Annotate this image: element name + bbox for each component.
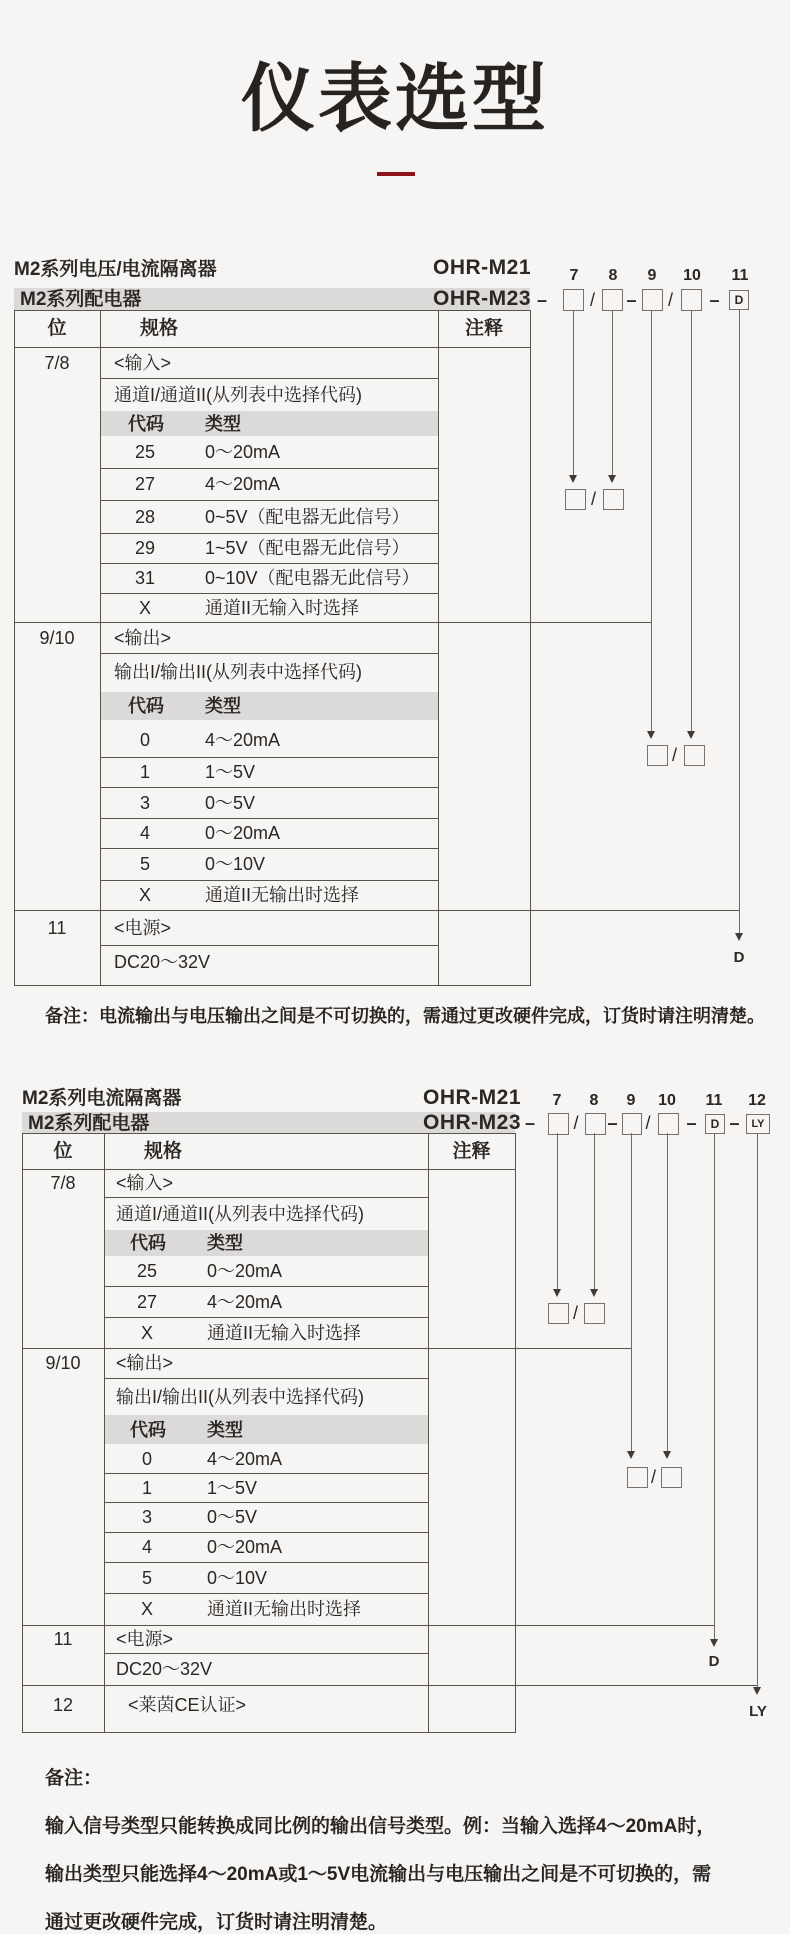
- slash-separator: /: [589, 289, 595, 310]
- code-cell: 31: [134, 568, 156, 588]
- code-cell: 3: [139, 792, 150, 813]
- code-cell: 4: [139, 823, 150, 843]
- code-placeholder-box: [585, 1113, 606, 1135]
- series-title: M2系列配电器: [20, 289, 142, 310]
- table-border: [515, 1685, 757, 1686]
- series-title: M2系列电压/电流隔离器: [14, 258, 217, 280]
- code-cell: 4: [141, 1537, 152, 1557]
- dash-separator: –: [536, 289, 547, 310]
- code-col-header: 代码: [130, 1233, 166, 1253]
- pos-cell: 7/8: [50, 1173, 76, 1193]
- code-placeholder-box: [584, 1303, 605, 1324]
- section-subtitle: 输出I/输出II(从列表中选择代码): [116, 1386, 364, 1407]
- series-title: M2系列配电器: [28, 1112, 150, 1134]
- digit-label: 8: [608, 267, 618, 284]
- code-cell: 0: [141, 1448, 152, 1469]
- code-cell: X: [140, 1599, 153, 1619]
- digit-label: 7: [552, 1092, 562, 1109]
- suffix-d-label: D: [708, 1652, 720, 1670]
- arrow-down-icon: [627, 1451, 635, 1459]
- code-cell: 5: [139, 854, 150, 874]
- digit-label: 10: [658, 1092, 676, 1109]
- type-cell: 0～20mA: [207, 1537, 283, 1557]
- table-border: [515, 1348, 631, 1349]
- code-col-header: 代码: [128, 696, 164, 716]
- type-cell: 0～20mA: [207, 1261, 283, 1281]
- type-cell: 通道II无输出时选择: [205, 885, 360, 905]
- code-placeholder-box: [548, 1113, 569, 1135]
- digit-label: 10: [683, 267, 701, 284]
- type-cell: 通道II无输入时选择: [207, 1322, 362, 1343]
- code-cell: 25: [136, 1261, 158, 1281]
- type-cell: 4～20mA: [207, 1448, 283, 1469]
- connector-line: [667, 1133, 668, 1451]
- type-cell: 通道II无输出时选择: [207, 1599, 362, 1619]
- code-placeholder-box: [622, 1113, 642, 1135]
- arrow-down-icon: [663, 1451, 671, 1459]
- table-border: [428, 1133, 429, 1732]
- type-cell: 4～20mA: [205, 474, 281, 494]
- table-border: [515, 1133, 516, 1732]
- code-placeholder-box: [627, 1467, 648, 1488]
- pos-cell: 9/10: [45, 1353, 81, 1373]
- section-title: <输入>: [116, 1173, 174, 1193]
- connector-line: [631, 1133, 632, 1451]
- slash-separator: /: [573, 1113, 579, 1133]
- section-title: <莱茵CE认证>: [128, 1695, 247, 1715]
- type-cell: 0～20mA: [205, 823, 281, 843]
- code-cell: 0: [139, 729, 150, 750]
- code-col-header: 代码: [130, 1419, 166, 1440]
- column-header-pos: 位: [47, 318, 67, 339]
- code-placeholder-box: [661, 1467, 682, 1488]
- code-cell: 5: [141, 1567, 152, 1588]
- type-cell: 1~5V（配电器无此信号）: [205, 538, 410, 558]
- connector-line: [714, 1133, 715, 1639]
- type-cell: 4～20mA: [205, 729, 281, 750]
- section-title: <输出>: [116, 1353, 174, 1373]
- slash-separator: /: [650, 1466, 656, 1487]
- code-col-header: 代码: [128, 413, 164, 434]
- section-title: <电源>: [114, 917, 172, 938]
- model-code: OHR-M23: [423, 1110, 522, 1134]
- suffix-d-box: D: [729, 290, 749, 310]
- type-col-header: 类型: [205, 696, 241, 716]
- type-cell: 0～5V: [205, 792, 256, 813]
- table-note: 备注：电流输出与电压输出之间是不可切换的，需通过更改硬件完成，订货时请注明清楚。: [45, 1006, 765, 1026]
- section-subtitle: 输出I/输出II(从列表中选择代码): [114, 661, 362, 682]
- digit-label: 11: [705, 1092, 723, 1109]
- column-header-note: 注释: [452, 1140, 491, 1162]
- connector-line: [594, 1133, 595, 1289]
- model-code: OHR-M21: [433, 255, 532, 279]
- table-border: [515, 1625, 714, 1626]
- dash-separator: –: [524, 1113, 535, 1133]
- column-header-note: 注释: [464, 318, 503, 339]
- type-col-header: 类型: [205, 413, 241, 434]
- code-cell: 25: [134, 442, 156, 462]
- section-subtitle: 通道I/通道II(从列表中选择代码): [114, 384, 362, 405]
- digit-label: 8: [589, 1092, 599, 1109]
- pos-cell: 11: [47, 917, 67, 938]
- arrow-down-icon: [590, 1289, 598, 1297]
- digit-label: 9: [647, 267, 657, 284]
- model-code: OHR-M21: [423, 1085, 522, 1109]
- type-cell: 1～5V: [205, 762, 256, 782]
- code-placeholder-box: [548, 1303, 569, 1324]
- section-title: <电源>: [116, 1629, 174, 1649]
- type-cell: 4～20mA: [207, 1291, 283, 1312]
- type-cell: 1～5V: [207, 1477, 258, 1498]
- section-subtitle: 通道I/通道II(从列表中选择代码): [116, 1203, 364, 1224]
- code-cell: X: [138, 597, 151, 618]
- section-title: <输出>: [114, 627, 172, 648]
- code-cell: 29: [134, 538, 156, 558]
- digit-label: 11: [731, 267, 749, 284]
- slash-separator: /: [667, 289, 673, 310]
- slash-separator: /: [572, 1302, 578, 1323]
- dash-separator: –: [709, 289, 720, 310]
- pos-cell: 12: [52, 1695, 74, 1715]
- column-header-spec: 规格: [144, 1140, 183, 1162]
- code-cell: 3: [141, 1507, 152, 1527]
- type-cell: 0～10V: [207, 1567, 268, 1588]
- code-cell: 1: [141, 1477, 152, 1498]
- type-cell: 通道II无输入时选择: [205, 597, 360, 618]
- suffix-ly-label: LY: [749, 1702, 767, 1720]
- series-title: M2系列电流隔离器: [22, 1087, 182, 1109]
- table-note-line: 备注：: [45, 1768, 103, 1789]
- code-cell: X: [140, 1322, 153, 1343]
- code-cell: 28: [134, 506, 156, 527]
- connector-line: [557, 1133, 558, 1289]
- arrow-down-icon: [753, 1687, 761, 1695]
- table-border: [22, 1732, 516, 1733]
- section-title: <输入>: [114, 352, 172, 373]
- type-cell: 0～10V: [205, 854, 266, 874]
- suffix-d-box: D: [705, 1114, 725, 1134]
- section-subtitle: DC20～32V: [116, 1659, 213, 1679]
- suffix-ly-box: LY: [746, 1114, 770, 1134]
- column-header-spec: 规格: [140, 318, 179, 339]
- table-note-line: 输出类型只能选择4～20mA或1～5V电流输出与电压输出之间是不可切换的，需: [45, 1864, 712, 1885]
- code-cell: 27: [136, 1291, 158, 1312]
- code-cell: 1: [139, 762, 150, 782]
- table-note-line: 输入信号类型只能转换成同比例的输出信号类型。例：当输入选择4～20mA时，: [45, 1816, 716, 1837]
- dash-separator: –: [729, 1113, 740, 1133]
- arrow-down-icon: [710, 1639, 718, 1647]
- type-col-header: 类型: [207, 1233, 243, 1253]
- dash-separator: –: [686, 1113, 697, 1133]
- pos-cell: 7/8: [44, 352, 70, 373]
- type-cell: 0～20mA: [205, 442, 281, 462]
- type-cell: 0~5V（配电器无此信号）: [205, 506, 410, 527]
- code-placeholder-box: [658, 1113, 679, 1135]
- code-cell: X: [138, 885, 151, 905]
- dash-separator: –: [607, 1113, 618, 1133]
- slash-separator: /: [645, 1113, 651, 1133]
- slash-separator: /: [671, 744, 677, 765]
- type-cell: 0～5V: [207, 1507, 258, 1527]
- model-code: OHR-M23: [433, 287, 532, 310]
- pos-cell: 11: [53, 1629, 73, 1649]
- slash-separator: /: [590, 488, 596, 509]
- digit-label: 9: [626, 1092, 636, 1109]
- digit-label: 12: [748, 1092, 766, 1109]
- digit-label: 7: [569, 267, 579, 284]
- suffix-d-label: D: [733, 948, 745, 966]
- table-note-line: 通过更改硬件完成，订货时请注明清楚。: [45, 1912, 388, 1933]
- pos-cell: 9/10: [39, 627, 75, 648]
- arrow-down-icon: [553, 1289, 561, 1297]
- code-cell: 27: [134, 474, 156, 494]
- dash-separator: –: [626, 289, 637, 310]
- section-subtitle: DC20～32V: [114, 952, 211, 972]
- column-header-pos: 位: [53, 1140, 73, 1162]
- type-cell: 0~10V（配电器无此信号）: [205, 568, 420, 588]
- page-title: 仪表选型: [241, 57, 549, 140]
- connector-line: [757, 1133, 758, 1687]
- type-col-header: 类型: [207, 1419, 243, 1440]
